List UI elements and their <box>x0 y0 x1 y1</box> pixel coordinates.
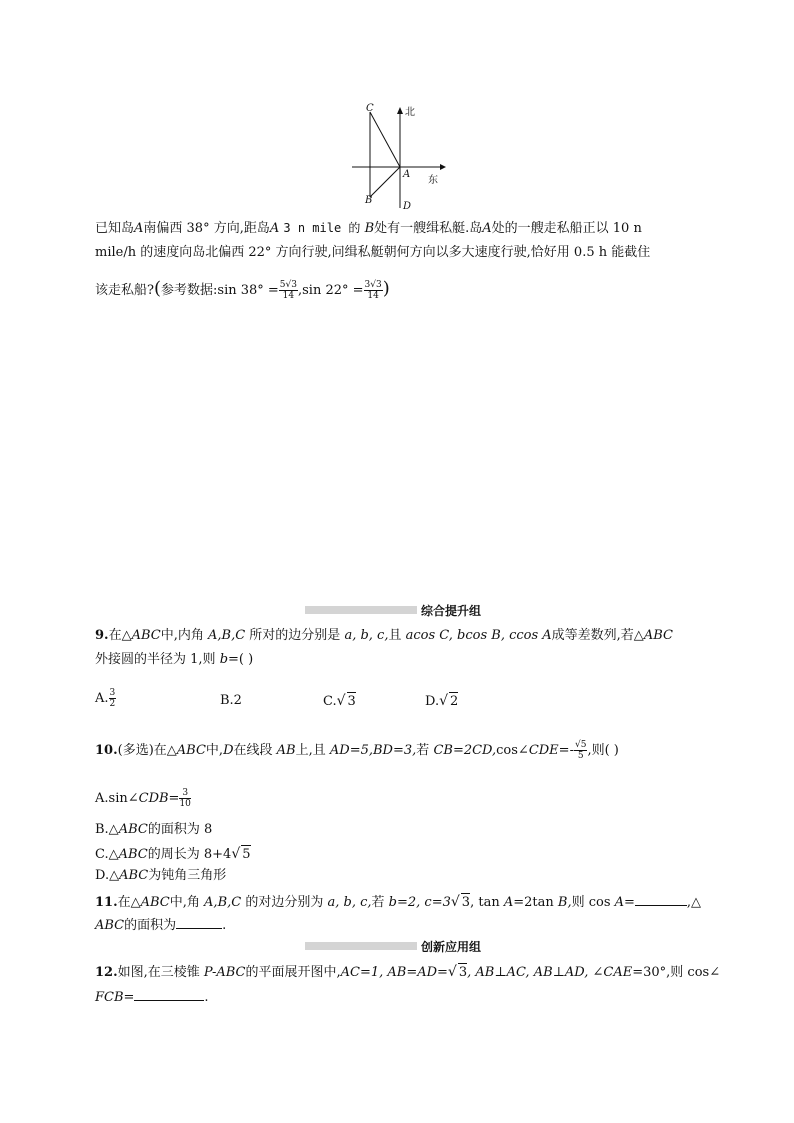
bearing-diagram <box>340 100 450 215</box>
text: 已知岛 <box>95 221 135 236</box>
problem-9-line-2: 外接圆的半径为 1,则 b=( ) <box>95 652 254 667</box>
option-c[interactable]: C.√ 3 <box>323 693 356 709</box>
problem-number: 9. <box>95 628 109 643</box>
option-d[interactable]: D.√ 2 <box>425 693 459 709</box>
label-d: D <box>403 201 412 212</box>
label-east: 东 <box>428 175 438 186</box>
problem-12-line-1: 12.如图,在三棱锥 P-ABC的平面展开图中,AC=1, AB=AD=√ 3, AB⊥AC, AB⊥AD, ∠CAE=30°,则 cos∠ <box>95 964 721 980</box>
problem-12-line-2: FCB= . <box>95 990 209 1005</box>
problem-8-line-2: mile/h 的速度向岛北偏西 22° 方向行驶,问缉私艇朝何方向以多大速度行驶,恰好用 0.5 h 能截住 <box>95 245 651 260</box>
option-b[interactable]: B.2 <box>220 693 242 708</box>
fraction-sin38: $\frac{5√3}{14}$ <box>279 280 297 301</box>
bearing-figure <box>340 100 450 215</box>
fraction-sin22: $\frac{3√3}{14}$ <box>364 280 382 301</box>
problem-8-line-3: 该走私船?(参考数据:sin 38° = $\frac{5√3}{14}$ ,sin 22° = $\frac{3√3}{14}$ ) <box>95 278 390 301</box>
section-bar-2 <box>305 942 417 950</box>
section-title-2: 创新应用组 <box>421 940 482 954</box>
answer-blank-cos-a[interactable] <box>635 893 687 906</box>
text: 3 n mile 的 <box>283 221 361 235</box>
text: 南偏西 38° 方向,距岛 <box>143 221 270 236</box>
label-a: A <box>403 169 411 180</box>
label-c: C <box>366 103 374 114</box>
label-north: 北 <box>405 107 415 118</box>
section-bar-1 <box>305 606 417 614</box>
problem-10-option-b[interactable]: B.△ABC的面积为 8 <box>95 822 213 837</box>
text: 该走私船? <box>95 283 154 298</box>
var: A <box>134 221 144 236</box>
option-a[interactable]: A. $\frac{3}{2}$ <box>95 688 116 709</box>
problem-8-line-1 <box>95 219 642 238</box>
problem-10-option-a[interactable]: A.sin∠CDB= $\frac{3}{10}$ <box>95 788 191 809</box>
label-b: B <box>365 195 373 206</box>
text: 处有一艘缉私艇.岛 <box>374 221 483 236</box>
var: A <box>269 221 280 236</box>
section-title-1: 综合提升组 <box>421 604 482 618</box>
problem-10-option-c[interactable]: C.△ABC的周长为 8+4√ 5 <box>95 846 251 862</box>
answer-blank-area[interactable] <box>176 916 222 929</box>
problem-9-line-1: 9.在△ABC中,内角 A,B,C 所对的边分别是 a, b, c,且 acos C, bcos B, ccos A成等差数列,若△ABC <box>95 628 673 643</box>
answer-blank-cos-fcb[interactable] <box>134 988 204 1001</box>
text: 参考数据:sin 38° = <box>161 283 279 298</box>
problem-10-option-d[interactable]: D.△ABC为钝角三角形 <box>95 868 227 883</box>
var: B <box>364 221 375 236</box>
text: 处的一艘走私船正以 10 n <box>491 221 642 236</box>
problem-11-line-1: 11.在△ABC中,角 A,B,C 的对边分别为 a, b, c,若 b=2, c=3√ 3, tan A=2tan B,则 cos A= ,△ <box>95 894 702 910</box>
problem-11-line-2: ABC的面积为 . <box>95 918 227 933</box>
problem-9-options <box>95 688 555 712</box>
problem-10-line-1: 10.(多选)在△ABC中,D在线段 AB上,且 AD=5,BD=3,若 CB=2CD,cos∠CDE=- $\frac{√5}{5}$ ,则( ) <box>95 740 619 761</box>
text: ,sin 22° = <box>297 283 364 298</box>
var: A <box>482 221 492 236</box>
